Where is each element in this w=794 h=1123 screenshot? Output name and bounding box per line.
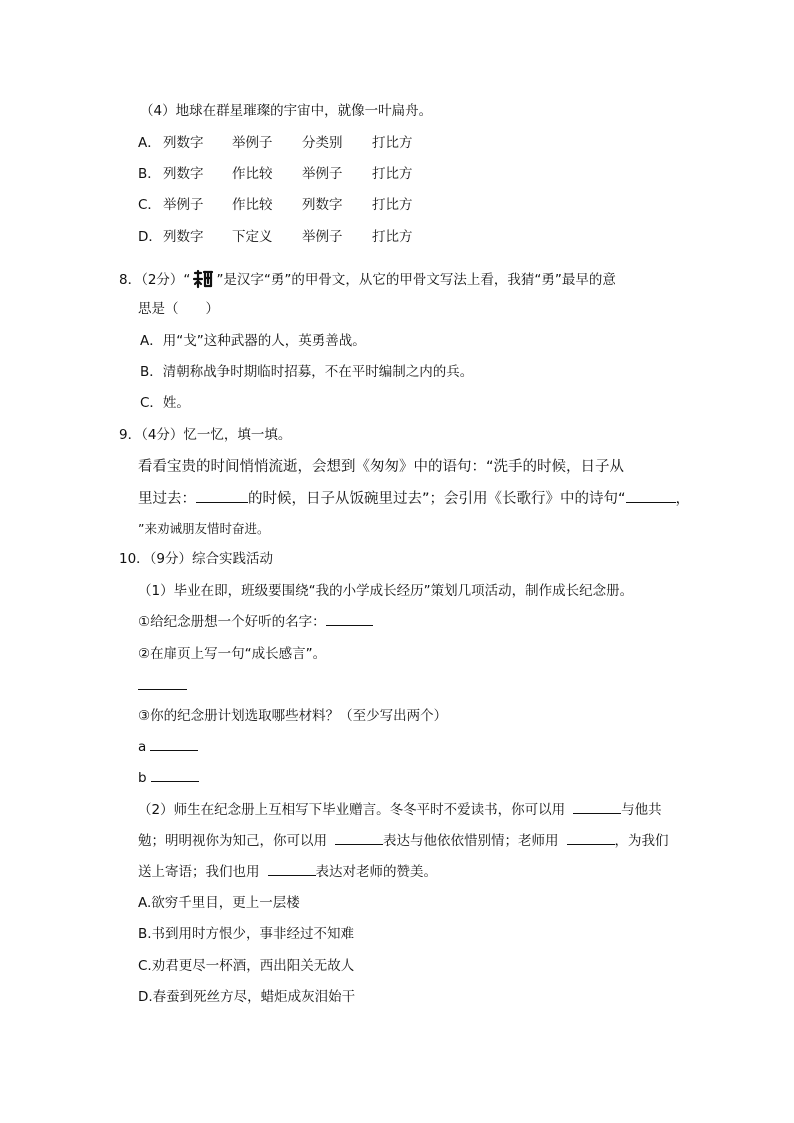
q10-material-a — [138, 738, 198, 756]
q7-sub4-stem: （4）地球在群星璀璨的宇宙中，就像一叶扁舟。 — [140, 103, 433, 119]
option-letter: B． — [138, 166, 161, 182]
option-item: 打比方 — [372, 197, 413, 213]
option-item: 列数字 — [163, 166, 204, 182]
q10-sub3: ③你的纪念册计划选取哪些材料？（至少写出两个） — [138, 708, 448, 724]
q8-stem-line2: 思是（ ） — [138, 301, 219, 317]
option-item: 作比较 — [232, 197, 273, 213]
q9-blank-2[interactable] — [626, 490, 676, 503]
q9-line2 — [138, 490, 690, 508]
q8-option-a[interactable]: A．用“戈”这种武器的人，英勇善战。 — [140, 333, 366, 349]
q9-text: 里过去： — [138, 491, 196, 507]
option-item: 列数字 — [163, 229, 204, 245]
option-letter: D． — [138, 229, 162, 245]
option-item: 作比较 — [232, 166, 273, 182]
q8-stem-text: ”是汉字“勇”的甲骨文，从它的甲骨文写法上看，我猜“勇”最早的意 — [216, 272, 616, 288]
q10-motto-blank[interactable] — [138, 689, 187, 690]
q10-text: 送上寄语；我们也用 — [138, 864, 260, 880]
q7-option-b[interactable] — [138, 165, 413, 183]
q7-option-d[interactable] — [138, 228, 413, 246]
q9-text: 的时候，日子从饭碗里过去”；会引用《长歌行》中的诗句“ — [248, 491, 626, 507]
q10-part1-prompt: （1）毕业在即，班级要围绕“我的小学成长经历”策划几项活动，制作成长纪念册。 — [138, 583, 634, 599]
oracle-bone-character-icon — [192, 269, 214, 289]
q10-text: 与他共 — [621, 802, 662, 818]
q9-line1: 看看宝贵的时间悄悄流逝，会想到《匆匆》中的语句：“洗手的时候，日子从 — [138, 459, 625, 475]
option-item: 举例子 — [163, 197, 204, 213]
q10-part2-line1 — [138, 801, 662, 819]
option-item: 分类别 — [302, 135, 343, 151]
q10-part2-blank-1[interactable] — [573, 801, 621, 814]
q10-material-b — [138, 769, 199, 787]
option-item: 列数字 — [163, 135, 204, 151]
q9-stem: 9．（4分）忆一忆，填一填。 — [119, 427, 292, 443]
q10-option-d[interactable]: D.春蚕到死丝方尽，蜡炬成灰泪始干 — [138, 989, 356, 1005]
q9-text: ， — [675, 491, 691, 507]
option-item: 打比方 — [372, 166, 413, 182]
option-item: 举例子 — [232, 135, 273, 151]
q8-option-c[interactable]: C．姓。 — [140, 395, 190, 411]
q8-option-b[interactable]: B．清朝称战争时期临时招募，不在平时编制之内的兵。 — [140, 364, 474, 380]
q10-option-c[interactable]: C.劝君更尽一杯酒，西出阳关无故人 — [138, 958, 355, 974]
q8-stem-prefix: 8．（2分）“ — [119, 272, 191, 288]
q10-material-b-blank[interactable] — [151, 769, 199, 782]
option-item: 下定义 — [232, 229, 273, 245]
q10-name-blank[interactable] — [326, 613, 373, 626]
q7-option-c[interactable] — [138, 196, 413, 214]
q10-stem: 10．（9分）综合实践活动 — [119, 551, 274, 567]
q10-label-a: a — [138, 739, 147, 755]
option-item: 打比方 — [372, 229, 413, 245]
q9-blank-1[interactable] — [196, 490, 248, 503]
option-letter: C． — [138, 197, 161, 213]
option-letter: A． — [138, 135, 161, 151]
q10-text: 表达对老师的赞美。 — [315, 864, 437, 880]
q10-text: 勉；明明视你为知己，你可以用 — [138, 833, 327, 849]
q10-option-a[interactable]: A.欲穷千里目，更上一层楼 — [138, 895, 300, 911]
q10-text: 表达与他依依惜别情；老师用 — [383, 833, 559, 849]
q10-material-a-blank[interactable] — [150, 738, 198, 751]
q10-part2-blank-3[interactable] — [567, 832, 615, 845]
q10-sub1 — [138, 613, 373, 631]
q10-sub2: ②在扉页上写一句“成长感言”。 — [138, 646, 327, 662]
q10-part2-line3 — [138, 863, 437, 881]
option-item: 举例子 — [302, 229, 343, 245]
option-item: 举例子 — [302, 166, 343, 182]
q10-text: （2）师生在纪念册上互相写下毕业赠言。冬冬平时不爱读书，你可以用 — [138, 802, 566, 818]
q10-option-b[interactable]: B.书到用时方恨少，事非经过不知难 — [138, 926, 355, 942]
q10-part2-blank-2[interactable] — [335, 832, 383, 845]
option-item: 列数字 — [302, 197, 343, 213]
q8-stem-line1 — [119, 269, 616, 289]
q10-label-b: b — [138, 770, 147, 786]
q9-line3: ”来劝诫朋友惜时奋进。 — [138, 521, 270, 536]
q10-sub1-text: ①给纪念册想一个好听的名字： — [138, 614, 326, 630]
q7-option-a[interactable] — [138, 134, 413, 152]
q10-text: ，为我们 — [614, 833, 669, 849]
option-item: 打比方 — [372, 135, 413, 151]
q10-part2-blank-4[interactable] — [268, 863, 316, 876]
q10-part2-line2 — [138, 832, 669, 850]
